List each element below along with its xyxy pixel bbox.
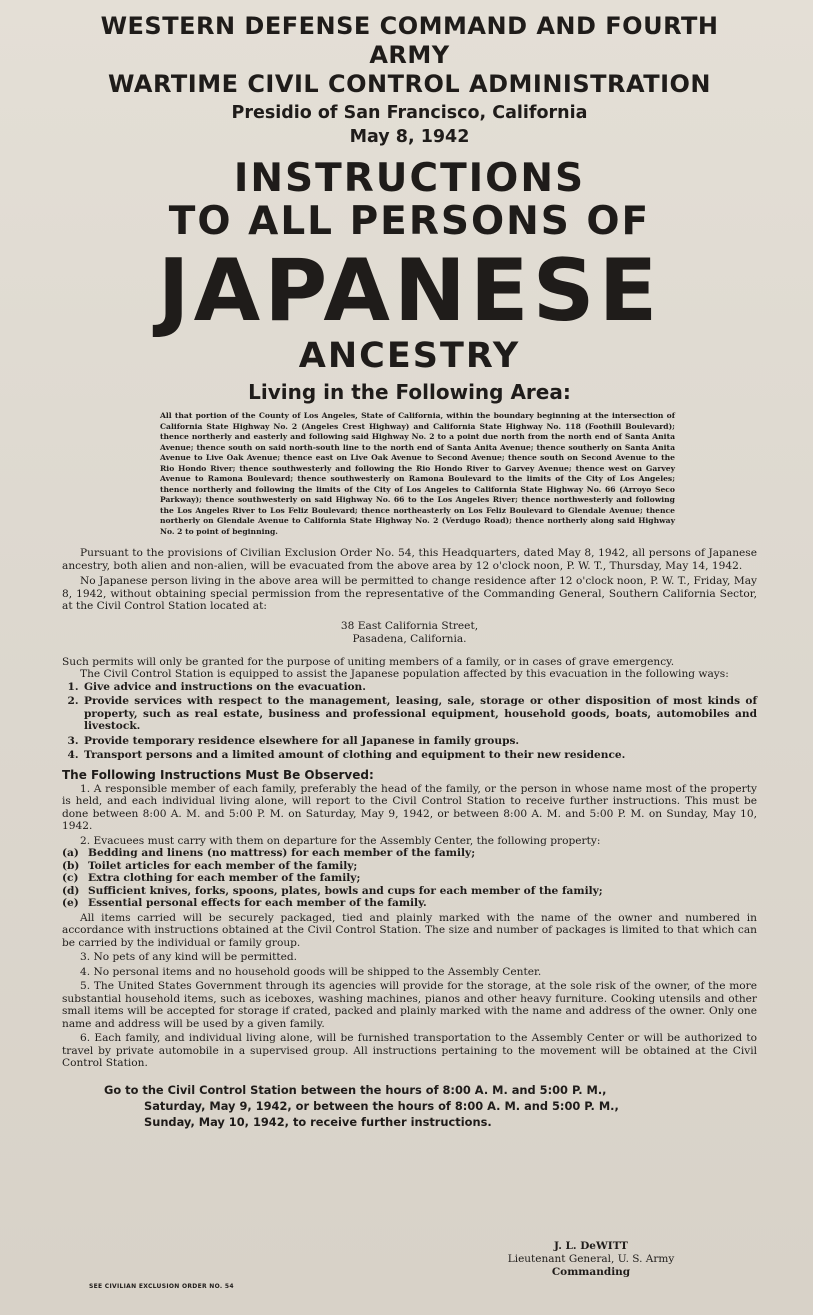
closing-line: Sunday, May 10, 1942, to receive further instructions. xyxy=(144,1114,492,1129)
title-japanese: JAPANESE xyxy=(157,241,662,341)
station-address xyxy=(62,620,757,646)
title-to-all-persons: TO ALL PERSONS OF xyxy=(168,199,651,244)
instruction-item: 1. A responsible member of each family, preferably the head of the family, or the person in whose name most of the property is held, and each individual living alone, will report to the Civil Control Station to receive further instructions. This must be done between 8:00 A. M. and 5:00 P. M. on Saturday, May 9, 1942, or between 8:00 A. M. and 5:00 P. M. on Sunday, May 10, 1942. xyxy=(62,782,757,832)
header-date: May 8, 1942 xyxy=(349,127,470,147)
paragraph-permits: Such permits will only be granted for the purpose of uniting members of a family, or in cases of grave emergency. xyxy=(62,655,675,668)
service-item: 1. Give advice and instructions on the evacuation. xyxy=(67,680,366,693)
signature-title: Lieutenant General, U. S. Army xyxy=(507,1253,675,1265)
instruction-item: 3. No pets of any kind will be permitted. xyxy=(80,951,298,963)
property-item: (a) Bedding and linens (no mattress) for each member of the family; xyxy=(62,847,476,859)
paragraph-station-services: The Civil Control Station is equipped to assist the Japanese population affected by this evacuation in the following ways: xyxy=(80,668,729,680)
service-item: 4. Transport persons and a limited amount of clothing and equipment to their new residence. xyxy=(67,749,626,761)
area-description: All that portion of the County of Los Angeles, State of California, within the boundary beginning at the intersection of California State Highway No. 2 (Angeles Crest Highway) and California State Highway No. 118 (Foothill Boulevard); thence northerly and easterly and following said Highway No. 2 to a point due north from the north end of Santa Anita Avenue; thence south on said north-south line to the north end of Santa Anita Avenue; thence southerly on Santa Anita Avenue to Live Oak Avenue; thence east on Live Oak Avenue to Second Avenue; thence south on Second Avenue to the Rio Hondo River; thence southwesterly and following the Rio Hondo River to Garvey Avenue; thence west on Garvey Avenue to Ramona Boulevard; thence southwesterly on Ramona Boulevard to the limits of the City of Los Angeles; thence northerly and following the limits of the City of Los Angeles to California State Highway No. 66 (Arroyo Seco Parkway); thence southwesterly on said Highway No. 66 to the Los Angeles River; thence northwesterly and following the Los Angeles River to Los Feliz Boulevard; thence northeasterly on Los Feliz Boulevard to Glendale Avenue; thence northerly on Glendale Avenue to California State Highway No. 2 (Verdugo Road); thence northerly along said Highway No. 2 to point of beginning. xyxy=(160,411,675,536)
instruction-item: 6. Each family, and individual living alone, will be furnished transportation to the Assembly Center or will be authorized to travel by private automobile in a supervised group. All instructions pertaining to the movement will be obtained at the Civil Control Station. xyxy=(62,1032,757,1069)
closing-directive xyxy=(104,1082,757,1130)
signature-name: J. L. DeWITT xyxy=(554,1240,628,1252)
signature-block xyxy=(476,1240,706,1279)
instruction-item: 2. Evacuees must carry with them on departure for the Assembly Center, the following property: xyxy=(80,834,601,847)
header-administration: WARTIME CIVIL CONTROL ADMINISTRATION xyxy=(108,70,711,98)
property-item: (e) Essential personal effects for each member of the family. xyxy=(62,897,427,909)
paragraph-exclusion-order: Pursuant to the provisions of Civilian Exclusion Order No. 54, this Headquarters, dated May 8, 1942, all persons of Japanese ancestry, both alien and non-alien, will be evacuated from the above area by 12 o'clock noon, P. W. T., Thursday, May 14, 1942. xyxy=(62,547,757,572)
title-instructions: INSTRUCTIONS xyxy=(233,156,586,201)
address-street: 38 East California Street, xyxy=(340,619,479,632)
closing-line: Go to the Civil Control Station between the hours of 8:00 A. M. and 5:00 P. M., xyxy=(104,1082,607,1097)
signature-role: Commanding xyxy=(551,1266,631,1278)
instructions-heading: The Following Instructions Must Be Observed: xyxy=(62,767,374,782)
instruction-item: 4. No personal items and no household goods will be shipped to the Assembly Center. xyxy=(80,965,542,978)
body-text xyxy=(62,547,757,1130)
title-ancestry: ANCESTRY xyxy=(298,336,521,376)
paragraph-residence: No Japanese person living in the above area will be permitted to change residence after 12 o'clock noon, P. W. T., Friday, May 8, 1942, without obtaining special permission from the representative of the Commanding General, Southern California Sector, at the Civil Control Station located at: xyxy=(62,575,757,612)
header-location: Presidio of San Francisco, California xyxy=(231,103,588,123)
property-item: (b) Toilet articles for each member of the family; xyxy=(62,859,358,872)
header-command: WESTERN DEFENSE COMMAND AND FOURTH ARMY xyxy=(100,12,719,69)
subtitle-area: Living in the Following Area: xyxy=(248,380,571,404)
services-list xyxy=(62,681,757,762)
service-item: 3. Provide temporary residence elsewhere for all Japanese in family groups. xyxy=(67,734,520,747)
property-item: (d) Sufficient knives, forks, spoons, plates, bowls and cups for each member of the family; xyxy=(62,884,603,897)
instruction-packaging: All items carried will be securely packaged, tied and plainly marked with the name of the owner and numbered in accordance with instructions obtained at the Civil Control Station. The size and number of packages is limited to that which can be carried by the individual or family group. xyxy=(62,911,757,949)
closing-line: Saturday, May 9, 1942, or between the hours of 8:00 A. M. and 5:00 P. M., xyxy=(144,1098,619,1113)
address-city: Pasadena, California. xyxy=(352,632,467,645)
footer-order-reference: SEE CIVILIAN EXCLUSION ORDER NO. 54 xyxy=(89,1283,234,1290)
service-item: 2. Provide services with respect to the management, leasing, sale, storage or other disposition of most kinds of property, such as real estate, business and professional equipment, household goods, boats, automobiles and livestock. xyxy=(67,695,757,732)
property-list xyxy=(62,847,757,910)
property-item: (c) Extra clothing for each member of the family; xyxy=(62,872,361,884)
instruction-item: 5. The United States Government through its agencies will provide for the storage, at the sole risk of the owner, of the more substantial household items, such as iceboxes, washing machines, pianos and other heavy furniture. Cooking utensils and other small items will be accepted for storage if crated, packed and plainly marked with the name and address of the owner. Only one name and address will be used by a given family. xyxy=(62,980,757,1030)
